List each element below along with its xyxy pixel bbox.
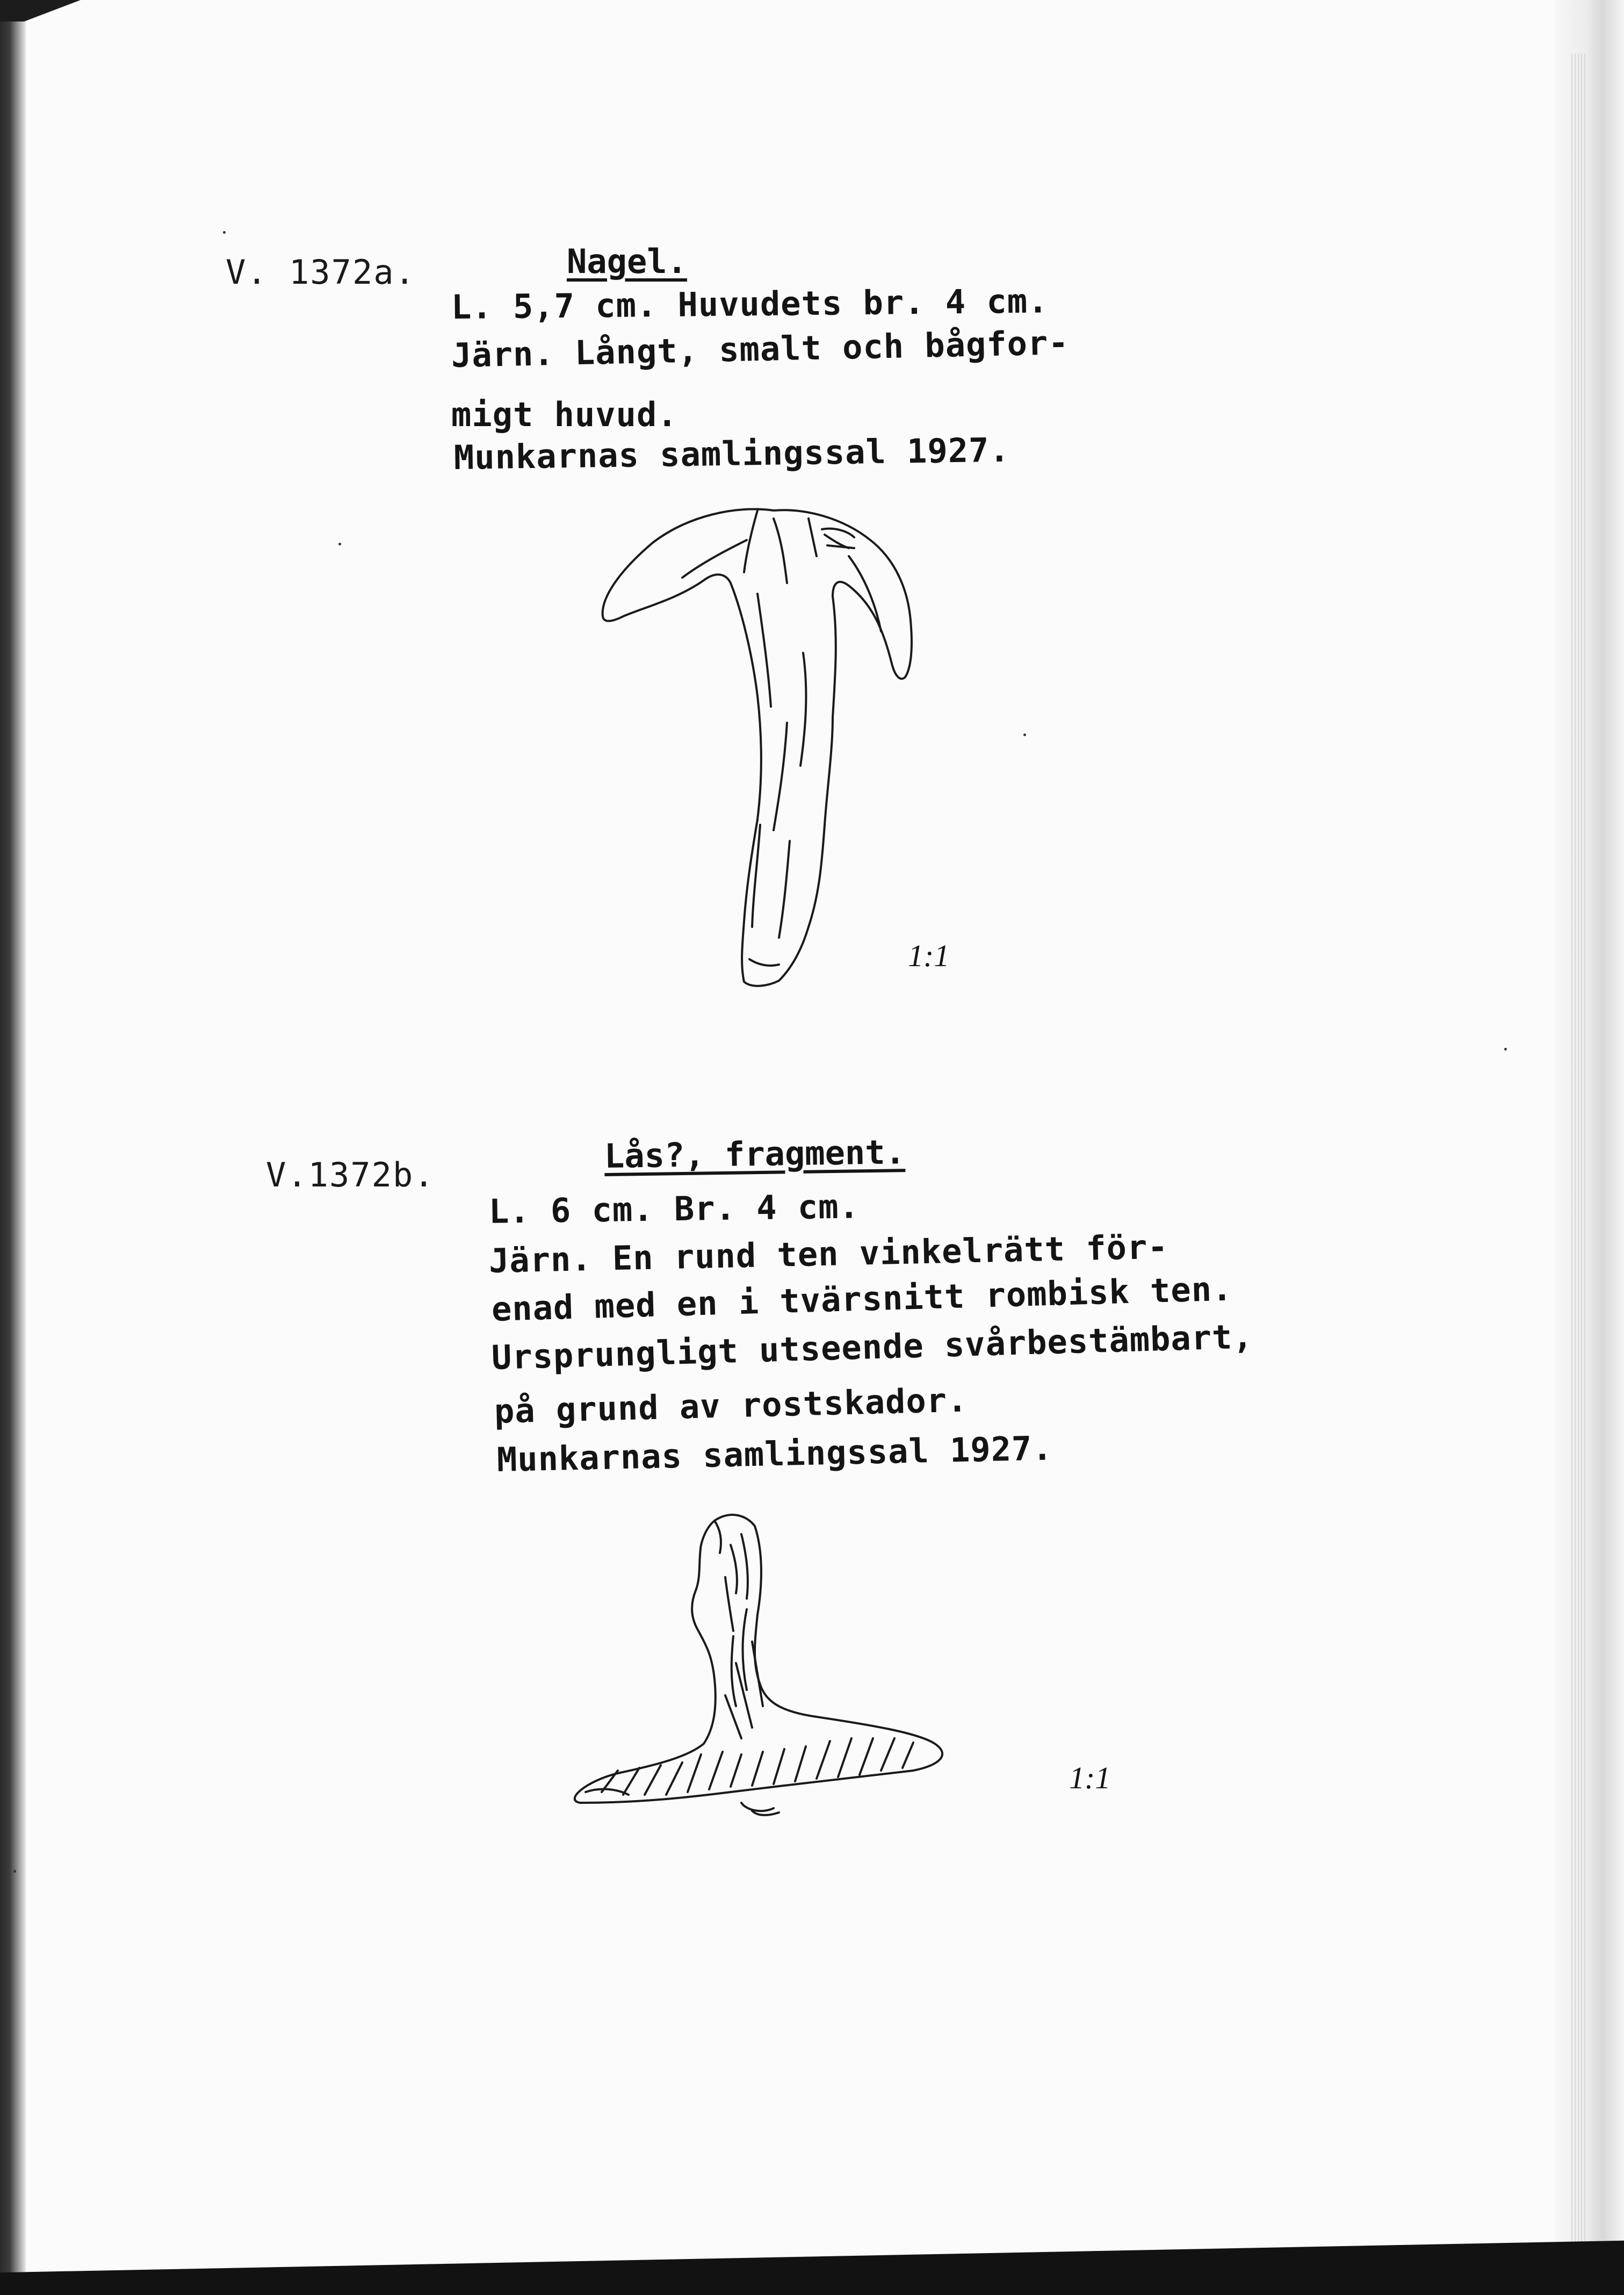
- entry-b-line-2: Järn. En rund ten vinkelrätt för-: [488, 1227, 1169, 1280]
- entry-b-line-1: L. 6 cm. Br. 4 cm.: [488, 1186, 860, 1231]
- lock-fragment-drawing-icon: [569, 1502, 999, 1878]
- page-stack-edge: [1554, 0, 1624, 2295]
- entry-a-line-3: migt huvud.: [451, 395, 678, 434]
- speck: [1504, 1048, 1507, 1051]
- page-stack-lines: [1571, 54, 1586, 2246]
- entry-b-line-4: Ursprungligt utseende svårbestämbart,: [490, 1316, 1254, 1377]
- binding-gutter: [0, 0, 26, 2295]
- book-cover-edge: [0, 2236, 1624, 2295]
- speck: [338, 543, 341, 545]
- scale-mark-b: 1:1: [1069, 1760, 1111, 1795]
- catalog-number-b: V.1372b.: [266, 1155, 435, 1195]
- nail-drawing-icon: [596, 497, 945, 1029]
- scale-mark-a: 1:1: [908, 938, 950, 973]
- entry-b-line-3: enad med en i tvärsnitt rombisk ten.: [490, 1269, 1233, 1329]
- speck: [1023, 733, 1026, 736]
- entry-a-line-2: Järn. Långt, smalt och bågfor-: [451, 322, 1070, 375]
- speck: [223, 231, 226, 234]
- entry-a-line-1: L. 5,7 cm. Huvudets br. 4 cm.: [451, 281, 1049, 327]
- entry-b-heading: Lås?, fragment.: [604, 1132, 906, 1176]
- entry-b-line-6: Munkarnas samlingssal 1927.: [496, 1428, 1053, 1479]
- corner-shadow: [0, 0, 81, 21]
- speck: [13, 1870, 16, 1873]
- entry-a-heading: Nagel.: [567, 242, 687, 281]
- entry-b-line-5: på grund av rostskador.: [494, 1380, 969, 1431]
- entry-a-line-4: Munkarnas samlingssal 1927.: [453, 430, 1011, 477]
- catalog-number-a: V. 1372a.: [226, 253, 416, 292]
